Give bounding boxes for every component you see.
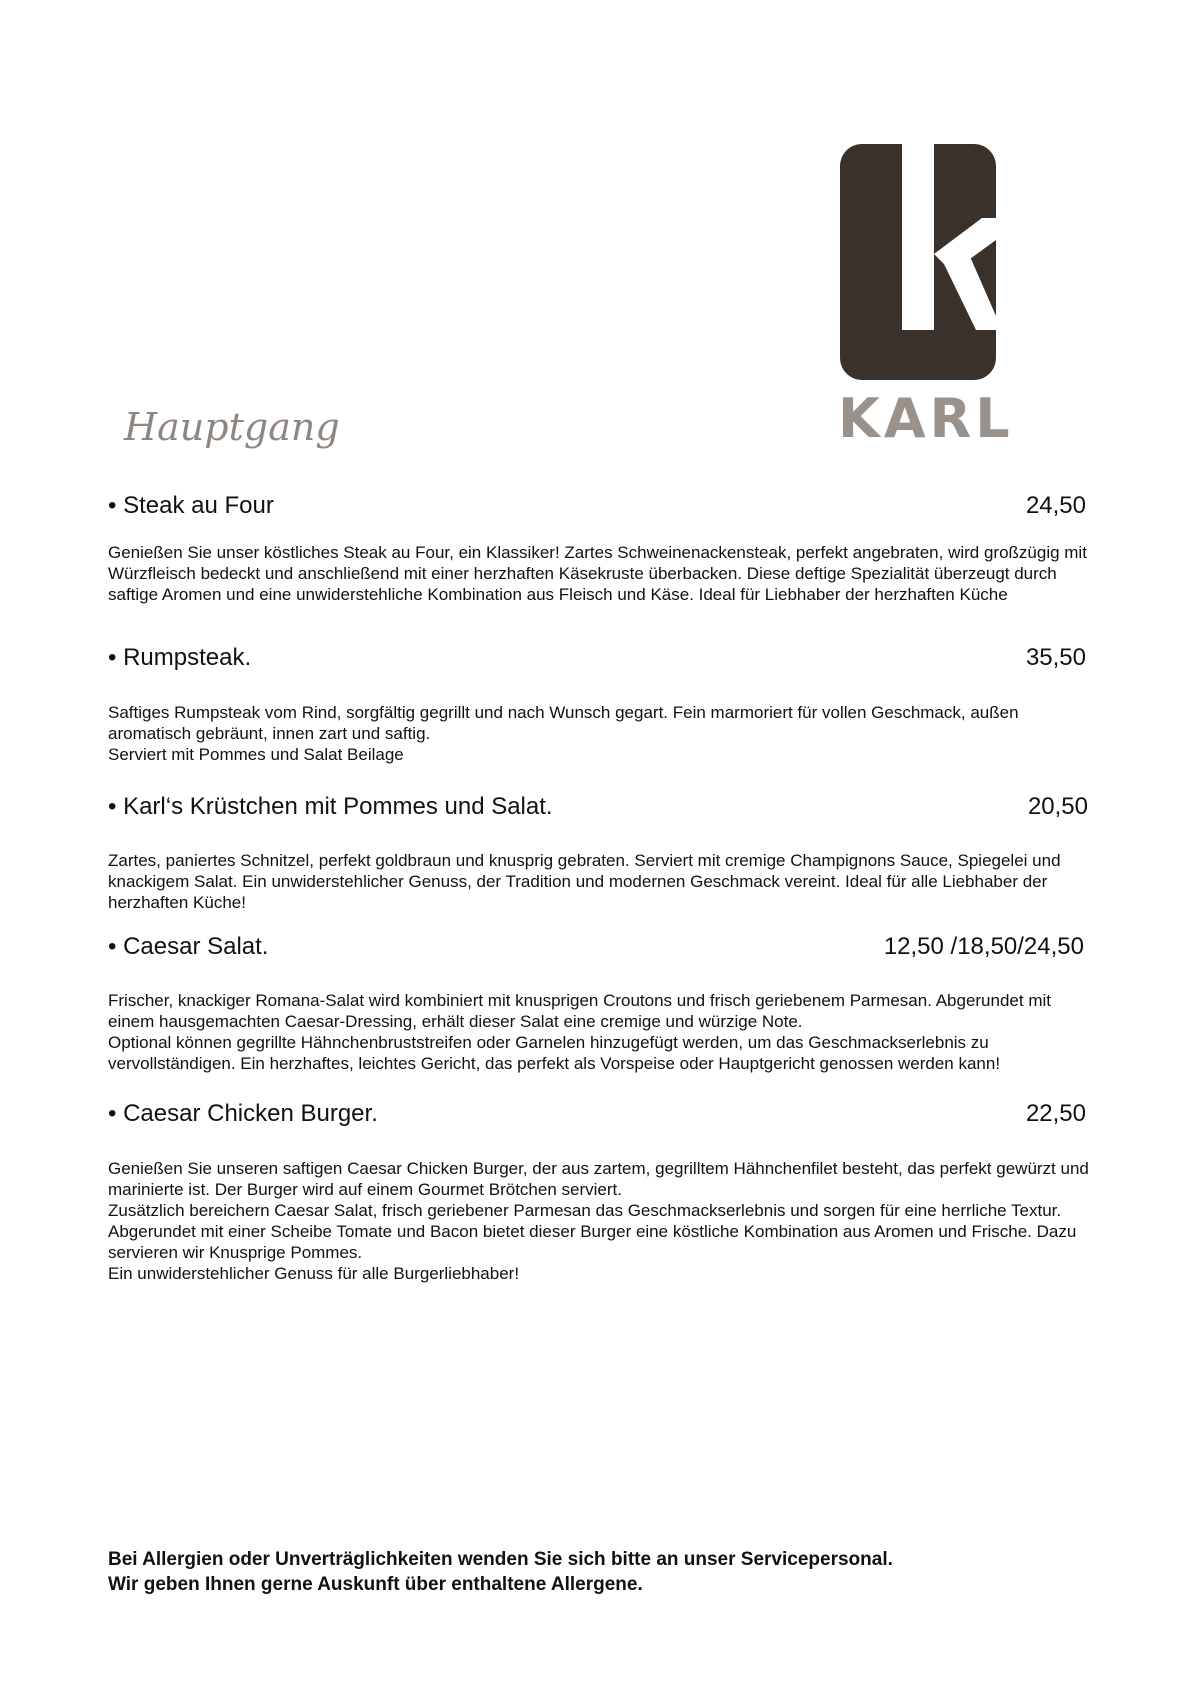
k-logo-icon — [840, 144, 996, 380]
description-paragraph: Frischer, knackiger Romana-Salat wird kombiniert mit knusprigen Croutons und frisch geriebenem Parmesan. Abgerundet mit einem hausgemachten Caesar-Dressing, erhält dieser Salat eine cremige und würzige Note. — [108, 991, 1051, 1031]
menu-item-title: • Rumpsteak. — [108, 644, 252, 671]
karl-logo-mark — [840, 144, 996, 380]
menu-item-price: 22,50 — [1025, 1100, 1086, 1127]
menu-item-description — [108, 542, 1093, 605]
menu-item-title: • Karl‘s Krüstchen mit Pommes und Salat. — [108, 793, 553, 820]
brand-name: KARL — [838, 387, 1014, 450]
description-paragraph: Genießen Sie unser köstliches Steak au Four, ein Klassiker! Zartes Schweinenackensteak, perfekt angebraten, wird großzügig mit Würzfleisch bedeckt und anschließend mit einer herzhaften Käsekruste überbacken. Diese deftige Spezialität überzeugt durch saftige Aromen und eine unwiderstehliche Kombination aus Fleisch und Käse. Ideal für Liebhaber der herzhaften Küche — [108, 543, 1087, 604]
description-paragraph: Serviert mit Pommes und Salat Beilage — [108, 745, 404, 764]
menu-item-title: • Steak au Four — [108, 492, 274, 519]
menu-item-price: 20,50 — [1027, 793, 1088, 820]
allergy-notice-line: Wir geben Ihnen gerne Auskunft über enthaltene Allergene. — [108, 1574, 643, 1595]
menu-item-price: 12,50 /18,50/24,50 — [883, 933, 1084, 960]
description-paragraph: Zusätzlich bereichern Caesar Salat, frisch geriebener Parmesan das Geschmackserlebnis und sorgen für eine herrliche Textur. Abgerundet mit einer Scheibe Tomate und Bacon bietet dieser Burger eine köstliche Kombination aus Aromen und Frische. Dazu servieren wir Knusprige Pommes. — [108, 1201, 1077, 1262]
menu-item-description — [108, 702, 1093, 765]
menu-item-price: 35,50 — [1025, 644, 1086, 671]
menu-item-title: • Caesar Chicken Burger. — [108, 1100, 378, 1127]
description-paragraph: Saftiges Rumpsteak vom Rind, sorgfältig gegrillt und nach Wunsch gegart. Fein marmoriert für vollen Geschmack, außen aromatisch gebräunt, innen zart und saftig. — [108, 703, 1019, 743]
allergy-notice-line: Bei Allergien oder Unverträglichkeiten wenden Sie sich bitte an unser Servicepersonal. — [108, 1549, 893, 1570]
description-paragraph: Genießen Sie unseren saftigen Caesar Chicken Burger, der aus zartem, gegrilltem Hähnchenfilet besteht, das perfekt gewürzt und marinierte ist. Der Burger wird auf einem Gourmet Brötchen serviert. — [108, 1159, 1089, 1199]
description-paragraph: Ein unwiderstehlicher Genuss für alle Burgerliebhaber! — [108, 1264, 520, 1283]
description-paragraph: Optional können gegrillte Hähnchenbruststreifen oder Garnelen hinzugefügt werden, um das Geschmackserlebnis zu vervollständigen. Ein herzhaftes, leichtes Gericht, das perfekt als Vorspeise oder Hauptgericht genossen werden kann! — [108, 1033, 1001, 1073]
menu-item-description — [108, 1158, 1093, 1284]
description-paragraph: Zartes, paniertes Schnitzel, perfekt goldbraun und knusprig gebraten. Serviert mit cremige Champignons Sauce, Spiegelei und knackigem Salat. Ein unwiderstehlicher Genuss, der Tradition und modernen Geschmack vereint. Ideal für alle Liebhaber der herzhaften Küche! — [108, 851, 1061, 912]
section-title: Hauptgang — [124, 405, 340, 449]
menu-item-price: 24,50 — [1025, 492, 1086, 519]
menu-item-description — [108, 990, 1093, 1074]
allergy-notice — [108, 1547, 893, 1597]
menu-item-title: • Caesar Salat. — [108, 933, 269, 960]
menu-item-description — [108, 850, 1093, 913]
